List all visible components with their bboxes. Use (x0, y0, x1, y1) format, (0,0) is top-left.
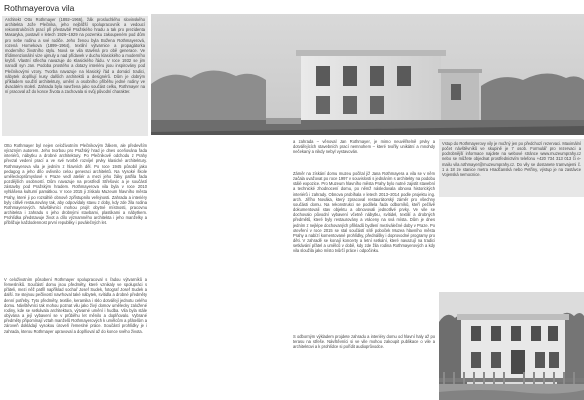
history-paragraph: Otto Rothmayer byl nejen celoživotním Plečnikovým žákem, ale především výrazným autorem. Jeho tvorbou pro Pražský hrad je dnes oceňována řada interiérů, nábytku a drobné architektury. Po Plečnikově odchodu z Prahy převzal vedení prací a ve své tvorbě rozvíjel prvky klasické architektury. Rothmayerova vila je jedním z hlavních děl. Po roce 1945 působil jako pedagog a jeho dílo ovlivnilo celou generaci architektů. Na Vysoké škole uměleckoprůmyslové v Praze vedl ateliér a mezi jeho žáky patřila řada pozdějších osobností. Dům navazuje na prostředí Střešovic a je součástí zástavby pod Pražským hradem. Rothmayerova vila byla v roce 2010 vyhlášena kulturní památkou. V roce 2015 ji získalo Muzeum hlavního města Prahy, které ji po rozsáhlé obnově zpřístupnilo veřejnosti. Zahrada a interiéry byly citlivě restaurovány tak, aby odpovídaly stavu z doby, kdy zde žila rodina Rothmayerových. Návštěvníci mohou projít obytné místnosti, pracovnu architekta i zahradu s jeho drobnými stavbami, plastikami a nábytkem. Prohlídka představuje život a dílo významného architekta i jeho manželky a přibližuje každodennost první republiky i poválečných let. (4, 143, 147, 226)
page-title: Rothmayerova vila (4, 3, 75, 13)
visitor-info-box (439, 139, 584, 197)
restoration-paragraph: Záměr na získání domu muzeu počítal již Jana Rothmayera a vila se v něm začala uvažovat po roce 1997 v souvislosti s jednáním s architekty na podobu stálé expozice. Pro Muzeum hlavního města Prahy bylo nutné zajistit stavební a technické zhodnocení domu, po němž následovala obnova historických interiérů i zahrady. Obnova probíhala v letech 2013–2014 podle projektu ing. arch. Jiřího Nováka, který zpracoval restaurátorský záměr pro všechny součásti domu. Na rekonstrukci se podílela řada odborníků, kteří pečlivě dokumentovali stav objektu a obnovovali jednotlivé prvky. Ve vile se dochovalo původní vybavení včetně nábytku, svítidel, textilií a drobných předmětů, které byly restaurovány a vráceny na svá místa. Dům je dnes jedním z nejlépe dochovaných příkladů bydlení meziválečné doby v Praze. Po otevření v roce 2015 se stal součástí sítě poboček Muzea hlavního města Prahy a nabízí komentované prohlídky, přednášky i doprovodné programy pro děti. V zahradě se konají koncerty a letní setkání, které navazují na tradici setkávání přátel a umělců v době, kdy zde žila rodina Rothmayerových a kdy vila sloužila jako místo tvůrčí práce i odpočinku. (293, 171, 435, 254)
tour-paragraph: S odborným výkladem projdete zahradu a interiéry domu od hlavní haly až po terasu na střeše. Návštěvníci si ve vile mohou zakoupit publikace o vile a architektovi a k prohlídce si pořídit audioprůvodce. (293, 334, 435, 350)
visitor-info-paragraph: Vstup do Rothmayerovy vily je možný jen po předchozí rezervaci. Maximální počet návštěvníků ve skupině je 7 osob. Formulář pro rezervaci a podrobnější informace najdete na webové stránce www.muzeumprahy.cz nebo se můžete objednat prostřednictvím telefonu +420 734 313 013 či e-mailu vila.rothmayer@muzeumprahy.cz. Do vily se dostanete tramvajemi č. 1 a 18 ze stanice metra Hradčanská nebo Petřiny, výstup je na zastávce Vojenská nemocnice. (442, 141, 581, 177)
intro-paragraph: Architekt Otto Rothmayer (1892–1966), žák prosluchlého slovinského architekta Jože Plečnika, jeho nejbližší spolupracovník a vedoucí rekonstrukčních prací při přestavbě Pražského hradu a tak pro prezidenta Masaryka, postavil v letech 1926–1929 na pozemku zakoupeném pod dům pro sebe rodinu a své rodiče. Jeho ženou byla Božena Rothmayerová, rozená Hornekova (1899–1964), textilní výtvarnice a propagátorka moderního životního stylu. Nová se vila stavěná pro obě generace. Ve třídimenzionální vize ujmuly a nad přídavek v duchu klasického a moderního kryblí. Vlastní střecha navazuje do Klasického řádu. V roce 1932 se jim narodil syn Jan. Podoba prostého a dotazy interiéru jsou inspirovány pod Plečnikovými vzory. Tvorba navazuje na klasický řád a domácí tradici, nábytek doplňují kusy dalších architektů a designérů. Dům je dobrým příkladem soužití architektury, umění a osobního příběhu jedné rodiny ve dvacátém století. Zahrada byla navržena jako součást celku, Rothmayer na ní pracoval až do konce života a zachovala si svůj původní charakter. (5, 17, 145, 95)
villa-front-photo (439, 292, 584, 400)
intro-box (2, 16, 148, 136)
villa-side-photo (151, 14, 584, 135)
collaboration-paragraph: V celoživotním působení Rothmayer spolupracoval s řadou výtvarníků a řemeslníků. Součástí domu jsou předměty, které vznikaly ve spolupráci s přáteli, mezi něž patřil například sochař Josef Sudek, fotograf Josef Sudek a další. Se stejnou pečlivostí navrhoval také nábytek, svítidla a drobné předměty denní potřeby. Tyto předměty, textilie, keramika i sklo dotvářejí jednotu celého domu. Návštěvníci tak mohou poznat vilu jako živý domov umělecky založené rodiny, kde se setkávala architektura, výtvarné umění i hudba. Vila byla stále obývána a její vybavení se v průběhu let měnilo a doplňovalo. Vybrané předměty připomínají vztah manželů Rothmayerových k umělcům a přátelům a zároveň dokládají vysokou úroveň řemeslné práce. Součástí prohlídky je i zahrada, kterou Rothmayer upravoval a doplňoval až do konce svého života. (4, 277, 147, 334)
garden-paragraph: a zahrada – věnoval Jan Rothmayer, je mimo neuvěřitelně prvky a dotvářejících stavebních prací nemnohem – které tvořily unikátní a mnohdy nečekaný a nikdy nebyl vystavován. (293, 139, 435, 155)
